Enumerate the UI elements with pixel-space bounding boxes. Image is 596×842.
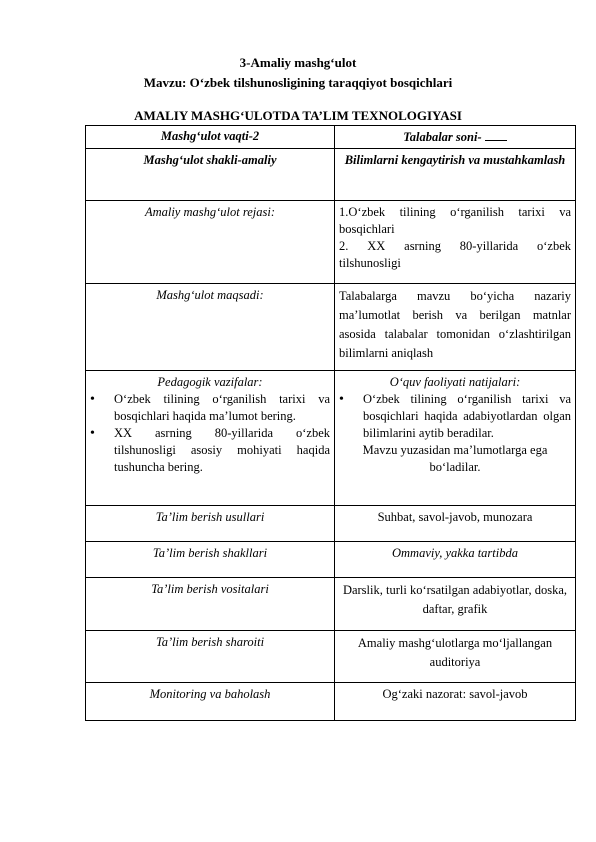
result-text-1: O‘zbek tilining o‘rganilish tarixi va bosqichlari haqida adabiyotlardan olgan bilimlarini aytib beradilar. bbox=[363, 392, 571, 440]
conditions-label: Ta’lim berish sharoiti bbox=[86, 631, 335, 683]
forms-label: Ta’lim berish shakllari bbox=[86, 542, 335, 578]
table-row bbox=[86, 149, 576, 201]
goal-label: Mashg‘ulot maqsadi: bbox=[86, 284, 335, 371]
monitoring-label: Monitoring va baholash bbox=[86, 683, 335, 721]
plan-item-2: 2. XX asrning 80-yillarida o‘zbek tilshunosligi bbox=[339, 239, 571, 270]
bullet-icon: • bbox=[90, 426, 95, 441]
lesson-plan-table bbox=[85, 125, 576, 721]
lesson-form-value: Bilimlarni kengaytirish va mustahkamlash bbox=[335, 149, 576, 201]
table-row bbox=[86, 126, 576, 149]
table-row bbox=[86, 284, 576, 371]
tools-value: Darslik, turli ko‘rsatilgan adabiyotlar, doska, daftar, grafik bbox=[335, 578, 576, 631]
doc-topic: Mavzu: O‘zbek tilshunosligining taraqqiyot bosqichlari bbox=[143, 75, 453, 90]
conditions-value: Amaliy mashg‘ulotlarga mo‘ljallangan auditoriya bbox=[335, 631, 576, 683]
table-row bbox=[86, 201, 576, 284]
table-title: AMALIY MASHG‘ULOTDA TA’LIM TEXNOLOGIYASI bbox=[134, 108, 462, 123]
student-count-cell bbox=[335, 126, 576, 149]
student-count-blank bbox=[485, 128, 507, 141]
plan-item-1: 1.O‘zbek tilining o‘rganilish tarixi va bosqichlari bbox=[339, 205, 571, 236]
task-text-2: XX asrning 80-yillarida o‘zbek tilshunosligi asosiy mohiyati haqida tushuncha bering. bbox=[114, 426, 330, 474]
tools-label: Ta’lim berish vositalari bbox=[86, 578, 335, 631]
table-row bbox=[86, 371, 576, 506]
list-item bbox=[90, 425, 330, 476]
lesson-time-cell: Mashg‘ulot vaqti-2 bbox=[86, 126, 335, 149]
goal-value: Talabalarga mavzu bo‘yicha nazariy ma’lumotlat berish va berilgan matnlar asosida talabalar tomonidan o‘zlashtirilgan bilimlarni aniqlash bbox=[335, 284, 576, 371]
list-item bbox=[339, 391, 571, 442]
table-row bbox=[86, 506, 576, 542]
pedagogic-tasks-title: Pedagogik vazifalar: bbox=[157, 375, 263, 389]
student-count-label: Talabalar soni- bbox=[403, 130, 482, 144]
list-item bbox=[90, 391, 330, 425]
learning-results-cell bbox=[335, 371, 576, 506]
table-row bbox=[86, 578, 576, 631]
doc-heading: 3-Amaliy mashg‘ulot bbox=[239, 55, 357, 70]
methods-value: Suhbat, savol-javob, munozara bbox=[335, 506, 576, 542]
plan-value bbox=[335, 201, 576, 284]
pedagogic-tasks-cell bbox=[86, 371, 335, 506]
forms-value: Ommaviy, yakka tartibda bbox=[335, 542, 576, 578]
plan-label: Amaliy mashg‘ulot rejasi: bbox=[86, 201, 335, 284]
bullet-icon: • bbox=[90, 392, 95, 407]
task-text-1: O‘zbek tilining o‘rganilish tarixi va bosqichlari haqida ma’lumot bering. bbox=[114, 392, 330, 423]
bullet-icon: • bbox=[339, 392, 344, 407]
methods-label: Ta’lim berish usullari bbox=[86, 506, 335, 542]
learning-results-title: O‘quv faoliyati natijalari: bbox=[389, 375, 521, 389]
result-text-2: Mavzu yuzasidan ma’lumotlarga ega bo‘ladilar. bbox=[362, 443, 548, 474]
lesson-form-cell: Mashg‘ulot shakli-amaliy bbox=[86, 149, 335, 201]
table-row bbox=[86, 683, 576, 721]
monitoring-value: Og‘zaki nazorat: savol-javob bbox=[335, 683, 576, 721]
table-row bbox=[86, 542, 576, 578]
table-row bbox=[86, 631, 576, 683]
